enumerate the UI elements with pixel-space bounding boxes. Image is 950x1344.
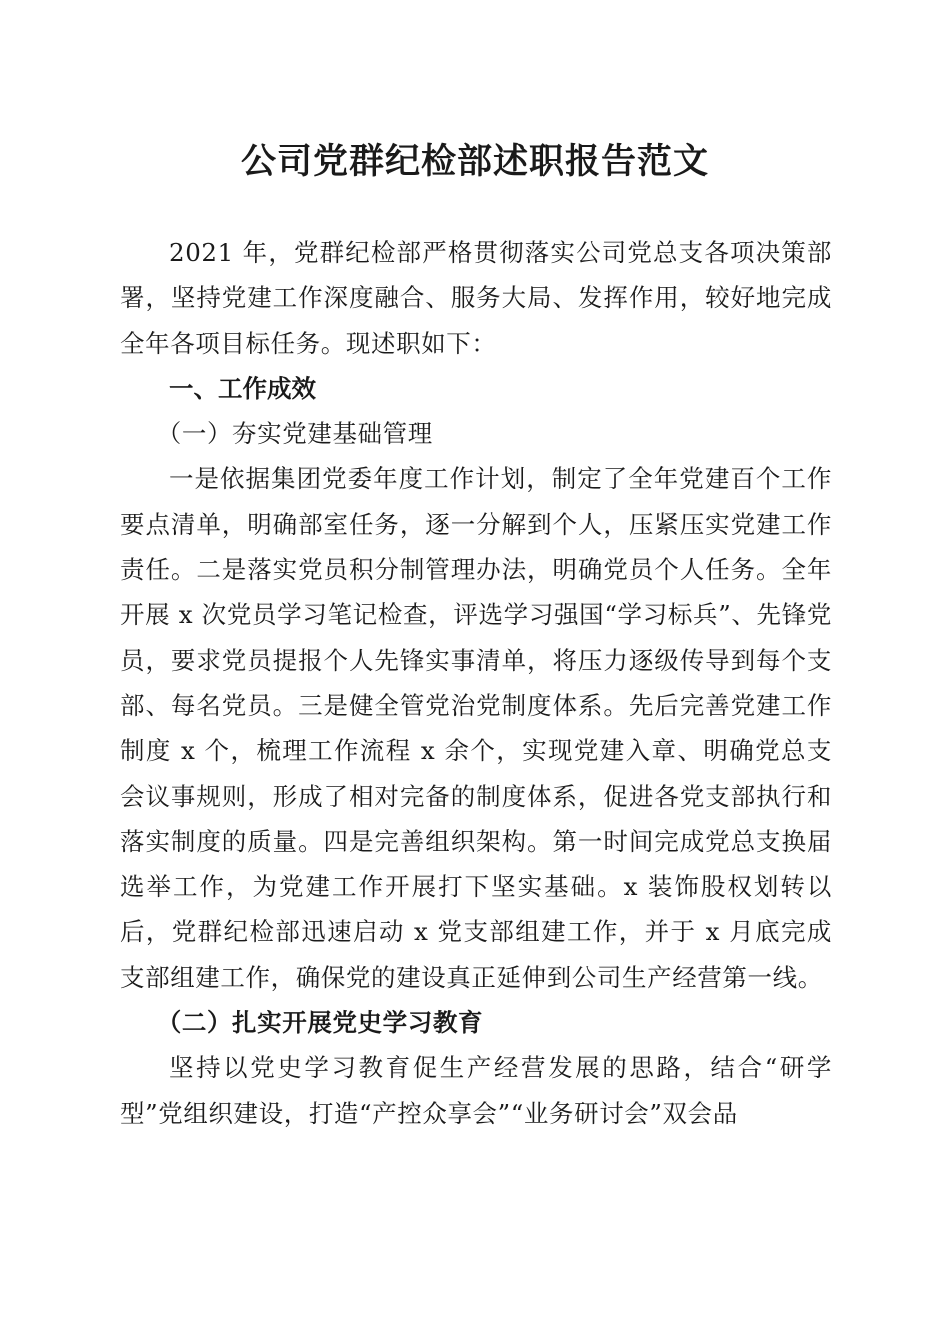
subsection-heading-party-basics: （一）夯实党建基础管理 bbox=[156, 419, 433, 449]
subsection-body-party-basics: 一是依据集团党委年度工作计划，制定了全年党建百个工作要点清单，明确部室任务，逐一分解到个人，压紧压实党建工作责任。二是落实党员积分制管理办法，明确党员个人任务。全年开展 x 次党员学习笔记检查，评选学习强国“学习标兵”、先锋党员，要求党员提报个人先锋实事清单，将压力逐级传导到每个支部、每名党员。三是健全管党治党制度体系。先后完善党建工作制度 x 个，梳理工作流程 x 余个，实现党建入章、明确党总支会议事规则，形成了相对完备的制度体系，促进各党支部执行和落实制度的质量。四是完善组织架构。第一时间完成党总支换届选举工作，为党建工作开展打下坚实基础。x 装饰股权划转以后，党群纪检部迅速启动 x 党支部组建工作，并于 x 月底完成支部组建工作，确保党的建设真正延伸到公司生产经营第一线。 bbox=[120, 464, 832, 992]
document-body bbox=[120, 230, 832, 1136]
section-heading-work-results: 一、工作成效 bbox=[169, 373, 316, 403]
subsection-body-party-history: 坚持以党史学习教育促生产经营发展的思路，结合“研学型”党组织建设，打造“产控众享会”“业务研讨会”双会品 bbox=[120, 1053, 832, 1128]
intro-paragraph: 2021 年，党群纪检部严格贯彻落实公司党总支各项决策部署，坚持党建工作深度融合、服务大局、发挥作用，较好地完成全年各项目标任务。现述职如下： bbox=[120, 238, 832, 358]
document-title: 公司党群纪检部述职报告范文 bbox=[240, 141, 709, 182]
subsection-heading-party-history: （二）扎实开展党史学习教育 bbox=[156, 1008, 484, 1038]
